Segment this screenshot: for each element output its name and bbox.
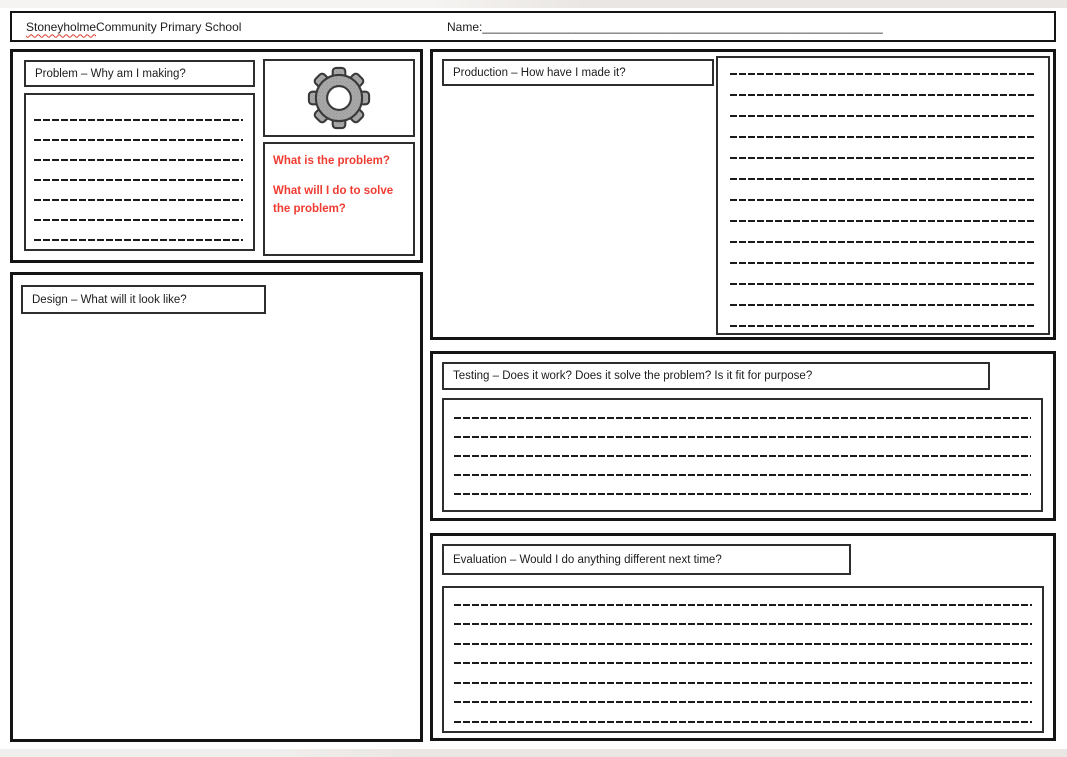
problem-writing-area[interactable] (24, 93, 255, 251)
writing-line[interactable] (730, 205, 1036, 226)
design-title: Design – What will it look like? (32, 293, 187, 306)
writing-line[interactable] (454, 668, 1032, 688)
writing-line[interactable] (454, 480, 1031, 499)
design-drawing-area[interactable] (21, 320, 412, 731)
problem-prompt-2: What will I do to solve the problem? (273, 185, 394, 215)
testing-title: Testing – Does it work? Does it solve the problem? Is it fit for purpose? (453, 370, 813, 382)
writing-line[interactable] (454, 461, 1031, 480)
writing-line[interactable] (730, 100, 1036, 121)
writing-line[interactable] (34, 185, 243, 205)
writing-line[interactable] (454, 423, 1031, 442)
page-top-margin (0, 0, 1067, 8)
writing-line[interactable] (34, 105, 243, 125)
testing-section (430, 351, 1056, 521)
writing-line[interactable] (454, 629, 1032, 649)
design-title-box (21, 285, 266, 314)
problem-title: Problem – Why am I making? (35, 67, 186, 80)
school-name (26, 13, 241, 40)
writing-line[interactable] (454, 442, 1031, 461)
writing-line[interactable] (730, 289, 1036, 310)
writing-line[interactable] (454, 649, 1032, 669)
production-writing-area[interactable] (716, 56, 1050, 335)
writing-line[interactable] (34, 145, 243, 165)
problem-section (10, 49, 423, 263)
writing-line[interactable] (730, 163, 1036, 184)
testing-title-box (442, 362, 990, 390)
writing-line[interactable] (730, 79, 1036, 100)
writing-line[interactable] (730, 121, 1036, 142)
name-field[interactable] (447, 13, 883, 40)
writing-line[interactable] (730, 184, 1036, 205)
writing-line[interactable] (34, 205, 243, 225)
writing-line[interactable] (454, 688, 1032, 708)
writing-line[interactable] (34, 225, 243, 245)
problem-prompt-1: What is the problem? (273, 155, 390, 167)
writing-line[interactable] (454, 404, 1031, 423)
writing-line[interactable] (34, 165, 243, 185)
evaluation-title-box (442, 544, 851, 575)
writing-line[interactable] (454, 707, 1032, 727)
testing-writing-area[interactable] (442, 398, 1043, 512)
writing-line[interactable] (454, 590, 1032, 610)
school-name-rest: Community Primary School (96, 19, 242, 34)
evaluation-section (430, 533, 1056, 741)
problem-prompts (263, 142, 415, 256)
name-write-line[interactable]: ____________________________________________________________ (482, 19, 883, 34)
evaluation-writing-area[interactable] (442, 586, 1044, 733)
writing-line[interactable] (34, 125, 243, 145)
school-name-underlined: Stoneyholme (26, 19, 97, 34)
production-title-box (442, 59, 714, 86)
page-bottom-margin (0, 749, 1067, 757)
writing-line[interactable] (454, 610, 1032, 630)
production-section (430, 49, 1056, 340)
writing-line[interactable] (730, 226, 1036, 247)
writing-line[interactable] (730, 58, 1036, 79)
name-label: Name: (447, 19, 483, 34)
writing-line[interactable] (730, 310, 1036, 331)
writing-line[interactable] (730, 142, 1036, 163)
writing-line[interactable] (730, 247, 1036, 268)
gear-icon (303, 63, 375, 133)
design-section (10, 272, 423, 742)
problem-title-box (24, 60, 255, 87)
header-bar (10, 11, 1056, 42)
gear-image-box (263, 59, 415, 137)
evaluation-title: Evaluation – Would I do anything different next time? (453, 553, 722, 566)
production-title: Production – How have I made it? (453, 66, 626, 79)
writing-line[interactable] (730, 268, 1036, 289)
